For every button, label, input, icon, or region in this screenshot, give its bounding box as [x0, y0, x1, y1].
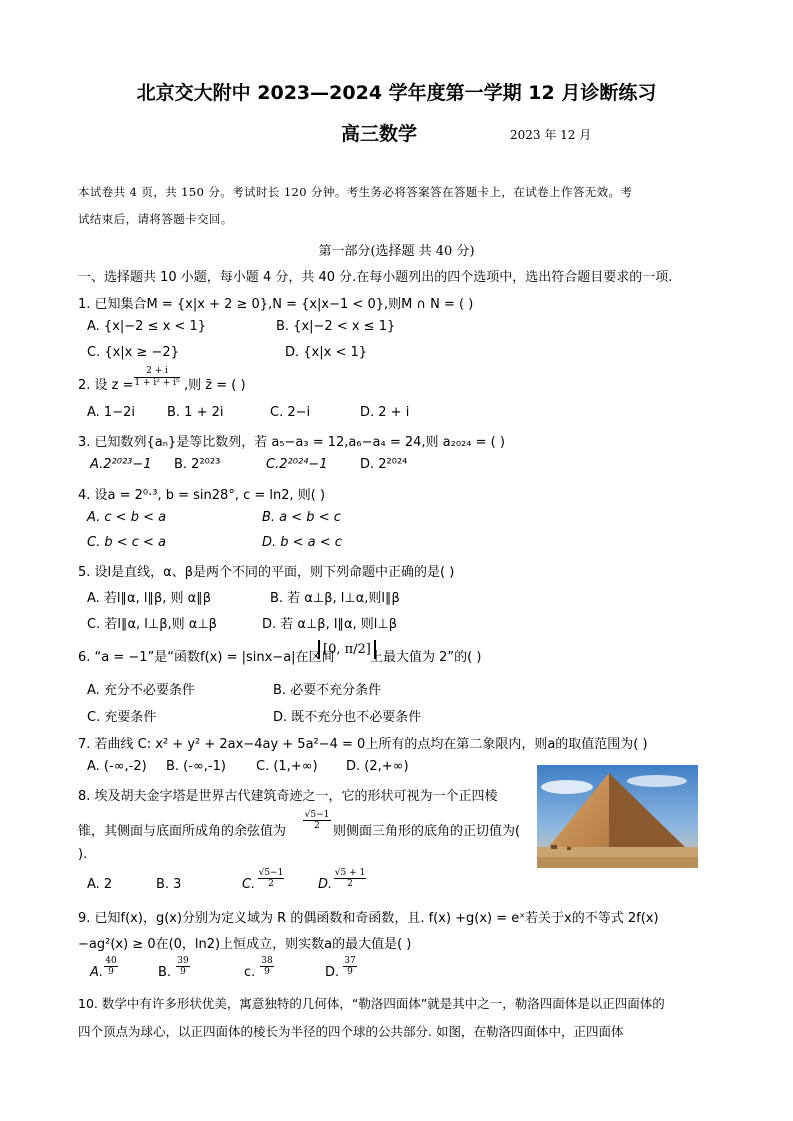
- q8-option-c-label: C.: [242, 877, 256, 892]
- q2-stem-suffix: ,则 z̄ = ( ): [184, 378, 246, 393]
- q2-frac-den: 1 + i² + i⁵: [134, 378, 180, 388]
- q4-option-a: A. c < b < a: [87, 510, 167, 525]
- q6-option-a: A. 充分不必要条件: [87, 683, 195, 698]
- q9-option-b-fraction: [176, 956, 190, 977]
- q8-option-d-fraction: [334, 868, 366, 889]
- q1-option-c: C. {x|x ≥ −2}: [87, 345, 179, 360]
- q4-option-b: B. a < b < c: [262, 510, 341, 525]
- part-title: 第一部分(选择题 共 40 分): [318, 244, 475, 259]
- q9-option-c-fraction: [260, 956, 274, 977]
- section-instruction: 一、选择题共 10 小题，每小题 4 分，共 40 分.在每小题列出的四个选项中，选出符合题目要求的一项.: [78, 270, 673, 285]
- q5-option-d: D. 若 α⊥β, l∥α, 则l⊥β: [262, 617, 398, 632]
- q3-option-c: C.2²⁰²⁴−1: [266, 457, 328, 472]
- q8-line-3: ).: [78, 847, 88, 862]
- q1-stem: 1. 已知集合M = {x|x + 2 ≥ 0},N = {x|x−1 < 0},则M ∩ N = ( ): [78, 297, 474, 312]
- notice-line-1: 本试卷共 4 页，共 150 分。考试时长 120 分钟。考生务必将答案答在答题卡上，在试卷上作答无效。考: [78, 185, 633, 199]
- q7-option-a: A. (-∞,-2): [87, 759, 147, 774]
- q8-line-1: 8. 埃及胡夫金字塔是世界古代建筑奇迹之一，它的形状可视为一个正四棱: [78, 789, 498, 804]
- q7-option-c: C. (1,+∞): [256, 759, 318, 774]
- q9-option-d-label: D.: [325, 965, 340, 980]
- q9-line-2: −ag²(x) ≥ 0在(0，ln2)上恒成立，则实数a的最大值是( ): [78, 937, 412, 952]
- q6-stem-prefix: 6. “a = −1”是“函数f(x) = |sinx−a|在区间: [78, 650, 335, 665]
- q3-option-a: A.2²⁰²³−1: [90, 457, 152, 472]
- q1-option-b: B. {x|−2 < x ≤ 1}: [276, 319, 396, 334]
- q8-c-den: 2: [268, 879, 274, 889]
- q2-option-a: A. 1−2i: [87, 405, 135, 420]
- q2-option-b: B. 1 + 2i: [167, 405, 224, 420]
- q6-interval: [0, π/2]: [318, 640, 376, 659]
- q9-line-1: 9. 已知f(x)，g(x)分别为定义域为 R 的偶函数和奇函数，且. f(x) +g(x) = eˣ若关于x的不等式 2f(x): [78, 911, 659, 926]
- q1-option-d: D. {x|x < 1}: [285, 345, 368, 360]
- q5-stem: 5. 设l是直线，α、β是两个不同的平面，则下列命题中正确的是( ): [78, 565, 455, 580]
- q8-d-den: 2: [347, 879, 353, 889]
- q9-d-den: 9: [347, 967, 353, 977]
- q10-line-1: 10. 数学中有许多形状优美，寓意独特的几何体，“勒洛四面体”就是其中之一，勒洛四面体是以正四面体的: [78, 996, 665, 1011]
- q8-option-c-fraction: [258, 868, 284, 889]
- pyramid-photo: [537, 765, 698, 868]
- q8-line-2-suffix: 则侧面三角形的底角的正切值为(: [333, 824, 521, 839]
- q5-option-b: B. 若 α⊥β, l⊥α,则l∥β: [270, 591, 400, 606]
- notice-line-2: 试结束后，请将答题卡交回。: [78, 212, 233, 226]
- q9-option-a-label: A.: [90, 965, 104, 980]
- q9-a-den: 9: [108, 967, 114, 977]
- exam-date: 2023 年 12 月: [510, 128, 592, 142]
- q9-a-num: 40: [105, 956, 117, 966]
- q2-option-c: C. 2−i: [270, 405, 311, 420]
- q8-option-d-label: D.: [318, 877, 333, 892]
- q4-stem: 4. 设a = 2⁰·³, b = sin28°, c = ln2, 则( ): [78, 488, 326, 503]
- q6-option-c: C. 充要条件: [87, 710, 157, 725]
- q8-d-num: √5 + 1: [334, 868, 366, 878]
- q2-stem-prefix: 2. 设 z =: [78, 378, 134, 393]
- q3-option-b: B. 2²⁰²³: [174, 457, 221, 472]
- q7-stem: 7. 若曲线 C: x² + y² + 2ax−4ay + 5a²−4 = 0上所有的点均在第二象限内，则a的取值范围为( ): [78, 737, 648, 752]
- subject-title: 高三数学: [341, 123, 418, 145]
- q3-option-d: D. 2²⁰²⁴: [360, 457, 408, 472]
- q1-option-a: A. {x|−2 ≤ x < 1}: [87, 319, 206, 334]
- q8-c-num: √5−1: [258, 868, 284, 878]
- q9-c-num: 38: [261, 956, 273, 966]
- q8-frac-num: √5−1: [304, 810, 330, 820]
- q9-b-den: 9: [180, 967, 186, 977]
- q6-option-b: B. 必要不充分条件: [273, 683, 382, 698]
- q7-option-b: B. (-∞,-1): [166, 759, 226, 774]
- q2-option-d: D. 2 + i: [360, 405, 410, 420]
- q9-option-a-fraction: [104, 956, 118, 977]
- exam-title: 北京交大附中 2023—2024 学年度第一学期 12 月诊断练习: [136, 82, 657, 104]
- q4-option-c: C. b < c < a: [87, 535, 167, 550]
- q6-stem-suffix: 上最大值为 2”的( ): [370, 650, 482, 665]
- q7-option-d: D. (2,+∞): [346, 759, 409, 774]
- q8-line-2-prefix: 锥，其侧面与底面所成角的余弦值为: [78, 824, 287, 839]
- q10-line-2: 四个顶点为球心，以正四面体的棱长为半径的四个球的公共部分. 如图，在勒洛四面体中，正四面体: [78, 1024, 624, 1039]
- q8-option-a: A. 2: [87, 877, 113, 892]
- q3-stem: 3. 已知数列{aₙ}是等比数列，若 a₅−a₃ = 12,a₆−a₄ = 24,则 a₂₀₂₄ = ( ): [78, 435, 505, 450]
- q2-frac-num: 2 + i: [134, 366, 180, 378]
- q2-fraction: [134, 366, 180, 388]
- q4-option-d: D. b < a < c: [262, 535, 342, 550]
- q9-b-num: 39: [177, 956, 189, 966]
- q9-option-d-fraction: [343, 956, 357, 977]
- q8-option-b: B. 3: [156, 877, 182, 892]
- pyramid-illustration: [537, 765, 698, 868]
- q5-option-a: A. 若l∥α, l∥β, 则 α∥β: [87, 591, 212, 606]
- q5-option-c: C. 若l∥α, l⊥β,则 α⊥β: [87, 617, 217, 632]
- q9-option-b-label: B.: [158, 965, 172, 980]
- q8-fraction: [303, 810, 331, 831]
- q6-option-d: D. 既不充分也不必要条件: [273, 710, 422, 725]
- q9-c-den: 9: [264, 967, 270, 977]
- q9-option-c-label: c.: [244, 965, 256, 980]
- q9-d-num: 37: [344, 956, 356, 966]
- q8-frac-den: 2: [314, 821, 320, 831]
